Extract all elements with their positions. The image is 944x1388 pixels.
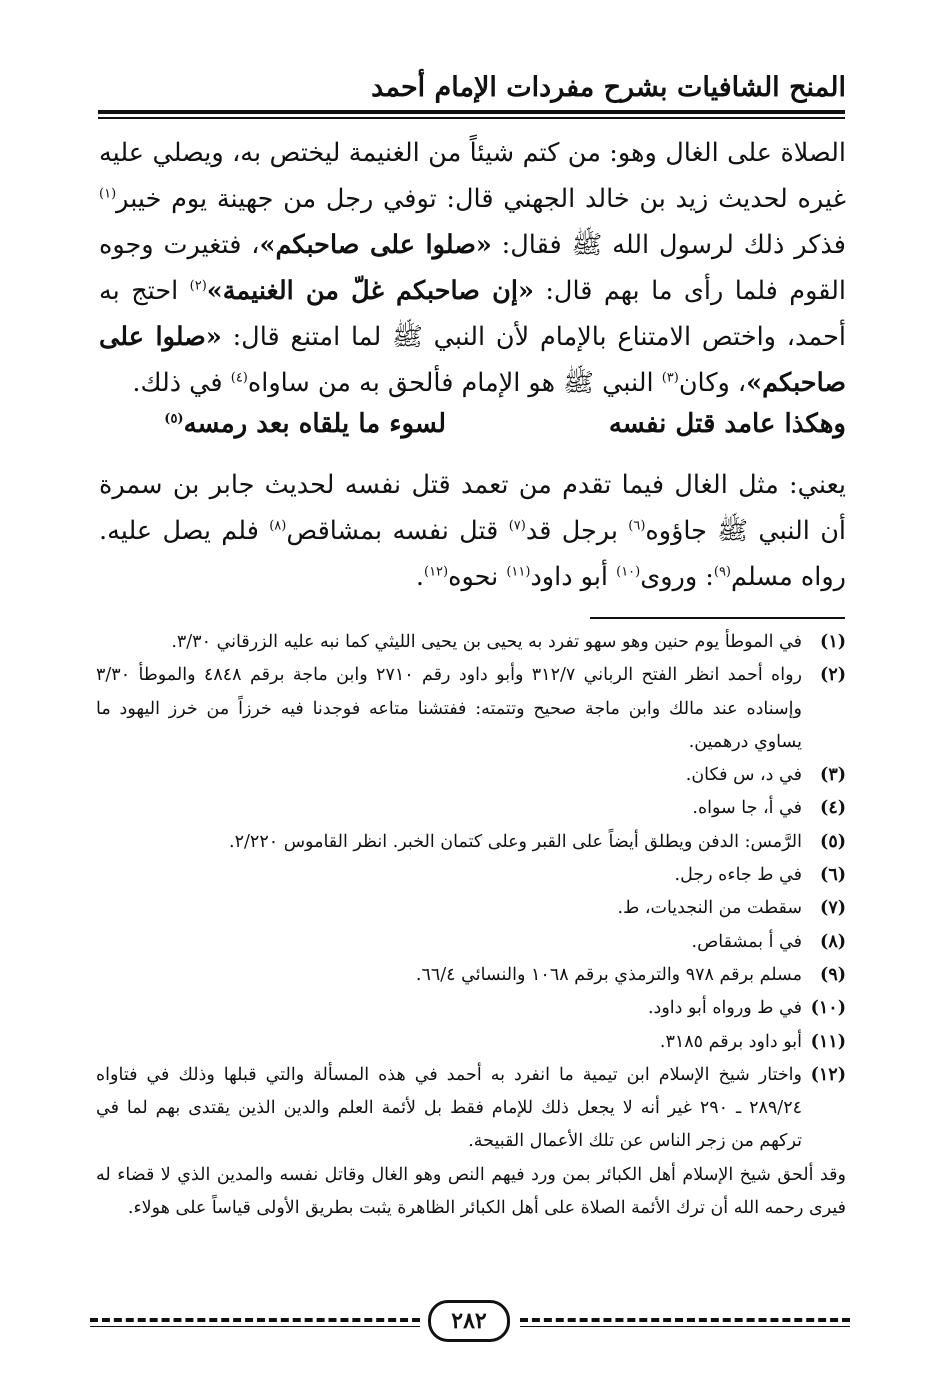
footnote-marker[interactable]: (٣): [661, 370, 679, 386]
footnote-number: (٩): [820, 964, 846, 985]
footnote-marker[interactable]: (٨): [269, 518, 287, 534]
footnote-number: (٥): [820, 831, 846, 852]
footnote-number: (٤): [820, 798, 846, 819]
verse-text: لسوء ما يلقاه بعد رمسه: [183, 409, 446, 439]
text-segment: نحوه: [448, 562, 507, 592]
footnote-number: (٦): [820, 865, 846, 886]
footnote-marker[interactable]: (١٢): [423, 564, 449, 580]
footnote-9: [96, 959, 846, 992]
footnote-8: [96, 926, 846, 959]
text-segment: ، وكان: [678, 368, 747, 398]
text-segment: .: [415, 562, 424, 592]
footnote-text: رواه أحمد انظر الفتح الرباني ٣١٢/٧ وأبو داود رقم ٢٧١٠ وابن ماجة برقم ٤٨٤٨ والموطأ ٣/٣٠ وإسناده عند مالك وابن ماجة صحيح وتتمته: ففتشنا متاعه فوجدنا فيه خرزاً من خرز اليهود ما يساوي درهمين.: [96, 665, 802, 752]
footnote-marker[interactable]: (١): [99, 186, 117, 202]
footnote-12: [96, 1059, 846, 1159]
hadith-quote: «إن صاحبكم غلّ من الغنيمة»: [206, 276, 534, 306]
footnote-marker[interactable]: (٦): [628, 518, 646, 534]
footnote-number: (١٠): [810, 998, 846, 1019]
page-footer: [90, 1300, 850, 1340]
text-segment: في ذلك.: [132, 368, 231, 398]
commentary-paragraph: [99, 462, 846, 600]
hadith-quote: «صلوا على صاحبكم»: [99, 322, 846, 398]
footer-dashed-line-left: [90, 1318, 420, 1322]
footnote-marker[interactable]: (١١): [506, 564, 531, 580]
footnote-marker[interactable]: (٤): [230, 370, 248, 386]
text-segment: ، فتغيرت وجوه القوم فلما رأى ما بهم قال:: [99, 230, 847, 306]
footnote-marker[interactable]: (٢): [189, 278, 207, 294]
text-segment: النبي ﷺ هو الإمام فألحق به من ساواه: [247, 368, 662, 398]
header-rule-thick: [98, 110, 845, 114]
footnote-number: (١١): [810, 1031, 846, 1052]
text-segment: : وروى: [640, 562, 714, 592]
footnote-text: في د، س فكان.: [685, 765, 802, 786]
page-number: ٢٨٢: [428, 1300, 510, 1342]
footnote-text: في الموطأ يوم حنين وهو سهو تفرد به يحيى بن يحيى الليثي كما نبه عليه الزرقاني ٣/٣٠.: [171, 632, 802, 652]
footnote-text: في ط ورواه أبو داود.: [647, 998, 802, 1019]
hadith-quote: «صلوا على صاحبكم»: [259, 230, 492, 260]
footnote-separator: [590, 617, 845, 619]
footnote-text: سقطت من النجديات، ط.: [617, 898, 802, 919]
footnote-5: [96, 826, 846, 859]
footnote-text: واختار شيخ الإسلام ابن تيمية ما انفرد به أحمد في هذه المسألة والتي قبلها وذلك في فتاواه ٢٨٩/٢٤ ـ ٢٩٠ غير أنه لا يجعل ذلك للإمام فقط بل لأئمة العلم والدين الذين يقتدى بهم لما في تركهم من زجر الناس عن تلك الأعمال القبيحة.: [96, 1064, 802, 1152]
footnote-number: (٧): [820, 898, 846, 919]
text-segment: يعني: مثل الغال فيما تقدم من تعمد قتل نفسه لحديث جابر بن سمرة أن النبي ﷺ جاؤوه: [99, 470, 847, 546]
footnote-4: [96, 792, 846, 825]
footnote-marker[interactable]: (٩): [713, 564, 731, 580]
verse-second-hemistich: [164, 402, 446, 446]
text-segment: فذكر ذلك لرسول الله ﷺ فقال:: [491, 230, 846, 260]
footnote-marker[interactable]: (٥): [164, 411, 184, 427]
text-segment: قتل نفسه بمشاقص: [286, 516, 509, 546]
verse-first-hemistich: وهكذا عامد قتل نفسه: [608, 409, 846, 439]
footnote-number: (٨): [820, 931, 846, 952]
footnote-marker[interactable]: (٧): [508, 518, 526, 534]
text-segment: أبو داود: [530, 562, 617, 592]
main-paragraph: [99, 130, 846, 406]
footnote-6: [96, 859, 846, 892]
footnote-marker[interactable]: (١٠): [616, 564, 641, 580]
footnote-7: [96, 892, 846, 925]
footnote-12-continuation: وقد ألحق شيخ الإسلام أهل الكبائر بمن ورد فيهم النص وهو الغال وقاتل نفسه والمدين الذي لا قضاء له فيرى رحمه الله أن ترك الأئمة الصلاة على أهل الكبائر الظاهرة يثبت بطريق الأولى قياساً على هولاء.: [96, 1164, 846, 1219]
footnote-1: [96, 626, 846, 659]
footer-thin-line-right: [520, 1326, 850, 1327]
footnote-number: (١٢): [810, 1064, 846, 1085]
footnote-text: في أ بمشقاص.: [691, 931, 802, 952]
footnote-text: أبو داود برقم ٣١٨٥.: [659, 1031, 802, 1052]
header-rule-thin: [98, 117, 845, 119]
footnote-10: [96, 992, 846, 1025]
text-segment: الصلاة على الغال وهو: من كتم شيئاً من الغنيمة ليختص به، ويصلي عليه غيره لحديث زيد بن خالد الجهني قال: توفي رجل من جهينة يوم خيبر: [99, 138, 846, 214]
footer-dashed-line-right: [520, 1318, 850, 1322]
footnotes: [96, 626, 846, 1225]
footnote-number: (٣): [820, 765, 846, 786]
footer-thin-line-left: [90, 1326, 420, 1327]
footnote-number: (٢): [820, 665, 846, 686]
footnote-text: مسلم برقم ٩٧٨ والترمذي برقم ١٠٦٨ والنسائي ٦٦/٤.: [415, 964, 802, 985]
footnote-text: الرَّمس: الدفن ويطلق أيضاً على القبر وعلى كتمان الخبر. انظر القاموس ٢/٢٢٠.: [229, 831, 802, 852]
text-segment: فلم يصل عليه. رواه مسلم: [99, 516, 846, 592]
running-header-title: المنح الشافيات بشرح مفردات الإمام أحمد: [371, 72, 846, 103]
footnote-11: [96, 1026, 846, 1059]
footnote-text: في أ، جا سواه.: [692, 798, 802, 819]
footnote-2: [96, 659, 846, 759]
text-segment: احتج به أحمد، واختص الامتناع بالإمام لأن النبي ﷺ لما امتنع قال:: [99, 276, 846, 352]
text-segment: برجل قد: [525, 516, 629, 546]
footnote-text: في ط جاءه رجل.: [674, 865, 802, 886]
footnote-number: (١): [820, 632, 846, 652]
footnote-3: [96, 759, 846, 792]
